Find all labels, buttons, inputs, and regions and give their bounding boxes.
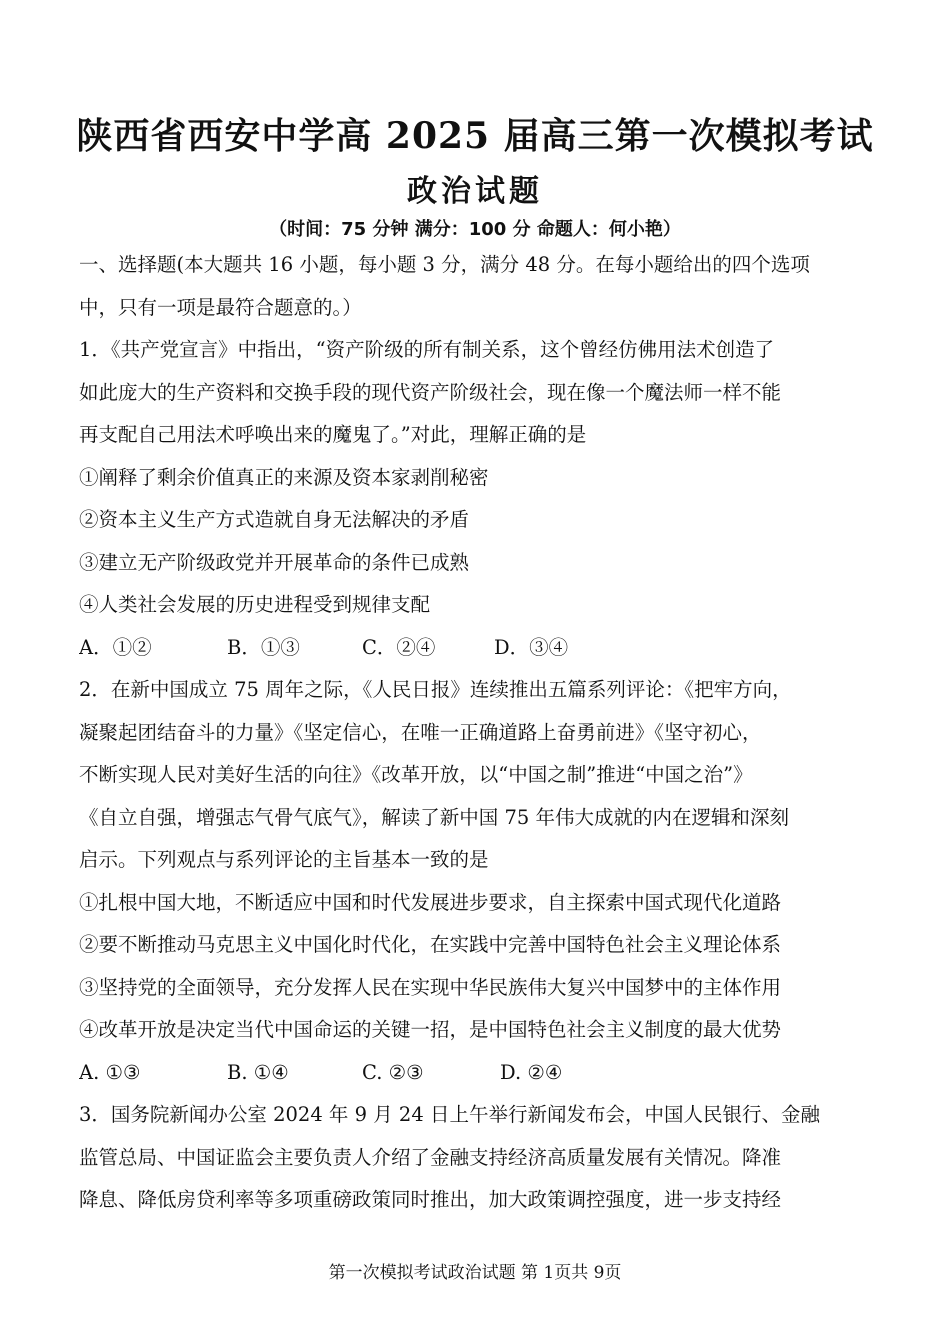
question-1-item: ①阐释了剩余价值真正的来源及资本家剥削秘密 xyxy=(79,465,489,489)
question-1-stem: 如此庞大的生产资料和交换手段的现代资产阶级社会，现在像一个魔法师一样不能 xyxy=(79,380,782,404)
question-2-options xyxy=(79,1052,879,1095)
question-1-stem: 1．《共产党宣言》中指出，“资产阶级的所有制关系，这个曾经仿佛用法术创造了 xyxy=(79,338,775,361)
question-2-item: ②要不断推动马克思主义中国化时代化，在实践中完善中国特色社会主义理论体系 xyxy=(79,933,782,956)
section-instruction: 中，只有一项是最符合题意的。） xyxy=(79,295,362,319)
option-b: B. ①④ xyxy=(227,1060,289,1084)
question-1-item: ②资本主义生产方式造就自身无法解决的矛盾 xyxy=(79,508,470,531)
page-footer: 第一次模拟考试政治试题 第 1页共 9页 xyxy=(328,1263,622,1283)
question-2-item: ①扎根中国大地，不断适应中国和时代发展进步要求，自主探索中国式现代化道路 xyxy=(79,890,782,914)
exam-body xyxy=(79,244,879,1222)
option-c: C．②④ xyxy=(362,635,436,659)
question-3-stem: 降息、降低房贷利率等多项重磅政策同时推出，加大政策调控强度，进一步支持经 xyxy=(79,1188,782,1211)
question-3-stem: 3．国务院新闻办公室 2024 年 9 月 24 日上午举行新闻发布会，中国人民银行、金融 xyxy=(79,1103,820,1126)
option-a: A. ①③ xyxy=(79,1060,141,1084)
exam-subject: 政治试题 xyxy=(407,174,543,209)
question-1-item: ③建立无产阶级政党并开展革命的条件已成熟 xyxy=(79,550,470,574)
question-1-item: ④人类社会发展的历史进程受到规律支配 xyxy=(79,593,431,616)
option-a: A．①② xyxy=(79,635,152,659)
question-2-stem: 2．在新中国成立 75 周年之际，《人民日报》连续推出五篇系列评论：《把牢方向， xyxy=(79,678,792,701)
question-2-stem: 启示。下列观点与系列评论的主旨基本一致的是 xyxy=(79,848,489,871)
exam-title: 陕西省西安中学高 2025 届高三第一次模拟考试 xyxy=(76,115,874,157)
question-2-item: ③坚持党的全面领导，充分发挥人民在实现中华民族伟大复兴中国梦中的主体作用 xyxy=(79,975,782,999)
option-b: B．①③ xyxy=(227,635,300,659)
question-2-stem: 《自立自强，增强志气骨气底气》，解读了新中国 75 年伟大成就的内在逻辑和深刻 xyxy=(79,805,789,829)
question-1-options xyxy=(79,627,879,670)
option-c: C. ②③ xyxy=(362,1060,424,1084)
question-3-stem: 监管总局、中国证监会主要负责人介绍了金融支持经济高质量发展有关情况。降准 xyxy=(79,1145,782,1169)
option-d: D. ②④ xyxy=(500,1060,563,1084)
question-2-item: ④改革开放是决定当代中国命运的关键一招，是中国特色社会主义制度的最大优势 xyxy=(79,1018,782,1041)
question-2-stem: 凝聚起团结奋斗的力量》《坚定信心，在唯一正确道路上奋勇前进》《坚守初心， xyxy=(79,720,762,744)
question-1-stem: 再支配自己用法术呼唤出来的魔鬼了。”对此，理解正确的是 xyxy=(79,423,587,446)
exam-meta: （时间：75 分钟 满分：100 分 命题人：何小艳） xyxy=(269,219,681,240)
question-2-stem: 不断实现人民对美好生活的向往》《改革开放，以“中国之制”推进“中国之治”》 xyxy=(79,763,753,786)
option-d: D．③④ xyxy=(494,635,569,659)
section-instruction: 一、选择题(本大题共 16 小题，每小题 3 分，满分 48 分。在每小题给出的四个选项 xyxy=(79,253,810,276)
